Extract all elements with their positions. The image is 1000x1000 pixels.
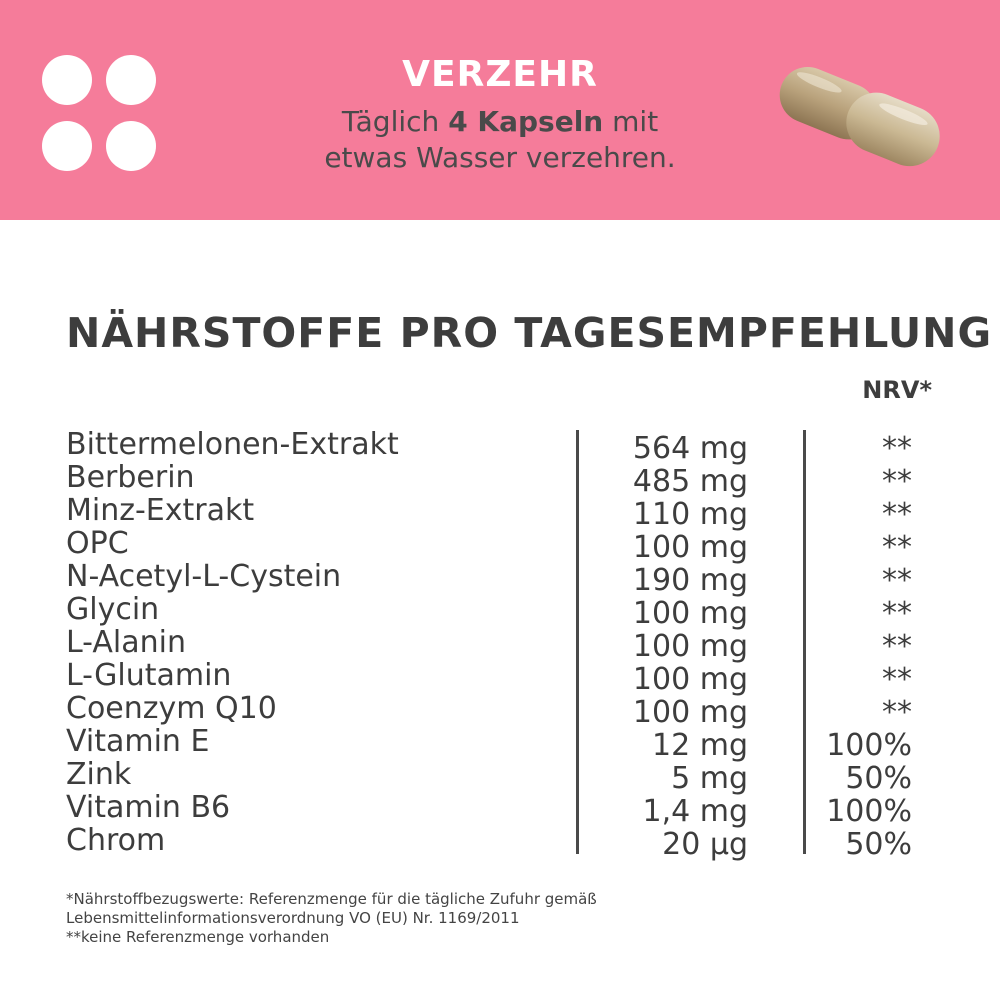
nutrient-nrv: 50%: [845, 827, 912, 862]
nutrient-row: [0, 658, 1000, 697]
nutrient-amount: 110 mg: [632, 497, 748, 532]
nutrient-name: Vitamin B6: [66, 790, 231, 825]
nutrient-amount: 1,4 mg: [642, 794, 748, 829]
nutrient-nrv: 100%: [826, 794, 912, 829]
nutrient-name: Chrom: [66, 823, 166, 858]
nutrient-row: [0, 592, 1000, 631]
nutrient-row: [0, 724, 1000, 763]
nutrient-row: [0, 493, 1000, 532]
nutrient-row: [0, 790, 1000, 829]
nutrient-amount: 564 mg: [632, 431, 748, 466]
dosage-text: Täglich: [341, 105, 449, 138]
nutrient-name: Berberin: [66, 460, 195, 495]
nutrient-amount: 100 mg: [632, 530, 748, 565]
dot-icon: [106, 121, 156, 171]
dot-icon: [42, 121, 92, 171]
nutrient-amount: 100 mg: [632, 629, 748, 664]
nutrient-name: Bittermelonen-Extrakt: [66, 427, 399, 462]
nutrient-row: [0, 460, 1000, 499]
nutrient-name: L-Glutamin: [66, 658, 232, 693]
nutrient-amount: 100 mg: [632, 695, 748, 730]
dosage-line-1: [250, 104, 750, 140]
nutrient-name: OPC: [66, 526, 129, 561]
nutrient-nrv: **: [882, 464, 912, 499]
table-heading: NÄHRSTOFFE PRO TAGESEMPFEHLUNG: [66, 309, 993, 357]
nutrient-table: [0, 427, 1000, 862]
nutrient-nrv: **: [882, 695, 912, 730]
nutrient-name: Glycin: [66, 592, 160, 627]
dot-icon: [42, 55, 92, 105]
nutrient-row: [0, 823, 1000, 862]
footnote-nrv: *Nährstoffbezugswerte: Referenzmenge für die tägliche Zufuhr gemäß: [66, 890, 597, 908]
nutrient-amount: 100 mg: [632, 596, 748, 631]
nutrient-nrv: **: [882, 530, 912, 565]
nutrient-name: Zink: [66, 757, 132, 792]
footnotes: [66, 890, 946, 947]
footnote-regulation: Lebensmittelinformationsverordnung VO (EU) Nr. 1169/2011: [66, 909, 520, 927]
nutrient-nrv: **: [882, 563, 912, 598]
nutrient-nrv: **: [882, 662, 912, 697]
nutrient-row: [0, 427, 1000, 466]
nutrient-nrv: **: [882, 629, 912, 664]
nutrient-nrv: 100%: [826, 728, 912, 763]
nutrient-row: [0, 691, 1000, 730]
dosage-banner: [0, 0, 1000, 220]
dot-icon: [106, 55, 156, 105]
banner-title: VERZEHR: [402, 54, 598, 95]
nutrient-name: N-Acetyl-L-Cystein: [66, 559, 342, 594]
nutrient-nrv: **: [882, 497, 912, 532]
dosage-line-2: etwas Wasser verzehren.: [324, 141, 676, 174]
nutrient-row: [0, 526, 1000, 565]
nutrient-name: L-Alanin: [66, 625, 186, 660]
nutrient-amount: 100 mg: [632, 662, 748, 697]
nutrient-row: [0, 757, 1000, 796]
capsule-image: [770, 50, 950, 180]
nutrient-amount: 485 mg: [632, 464, 748, 499]
four-dots-icon: [42, 55, 160, 173]
nutrient-name: Vitamin E: [66, 724, 210, 759]
nutrient-amount: 20 µg: [662, 827, 748, 862]
footnote-no-reference: **keine Referenzmenge vorhanden: [66, 928, 330, 946]
nutrient-nrv: 50%: [845, 761, 912, 796]
nrv-column-header: NRV*: [862, 376, 932, 404]
nutrient-amount: 12 mg: [652, 728, 748, 763]
nutrient-row: [0, 559, 1000, 598]
nutrient-nrv: **: [882, 596, 912, 631]
nutrient-amount: 5 mg: [671, 761, 748, 796]
nutrient-name: Coenzym Q10: [66, 691, 277, 726]
nutrient-row: [0, 625, 1000, 664]
nutrient-nrv: **: [882, 431, 912, 466]
nutrient-name: Minz-Extrakt: [66, 493, 255, 528]
nutrient-amount: 190 mg: [632, 563, 748, 598]
dosage-text: mit: [603, 105, 659, 138]
dosage-amount: 4 Kapseln: [448, 105, 604, 138]
dosage-instructions: [250, 104, 750, 176]
